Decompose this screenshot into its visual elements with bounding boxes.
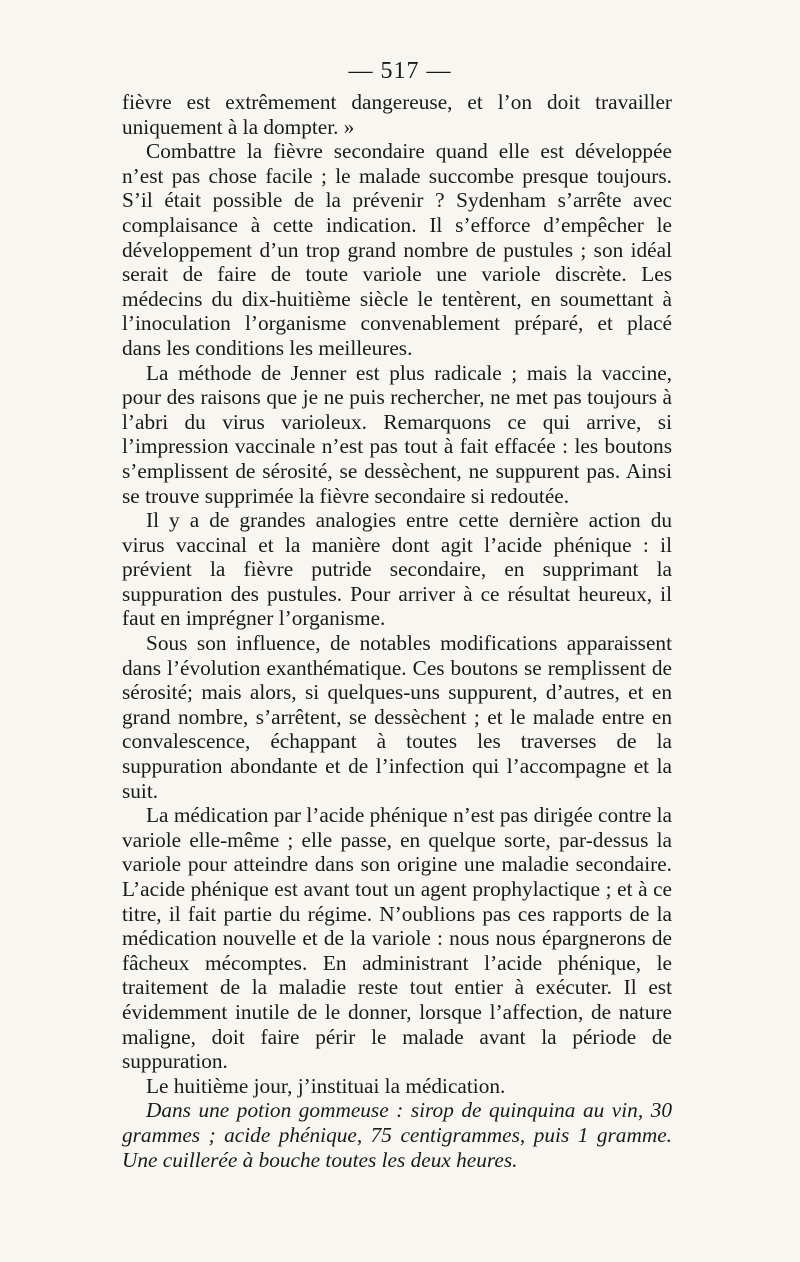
- page-number: — 517 —: [348, 58, 452, 84]
- prescription-paragraph: Dans une potion gommeuse : sirop de quinquina au vin, 30 grammes ; acide phénique, 75 centigrammes, puis 1 gramme. Une cuillerée à bouche toutes les deux heures.: [122, 1098, 672, 1172]
- paragraph-6: La médication par l’acide phénique n’est pas dirigée contre la variole elle-même ; elle passe, en quelque sorte, par-dessus la variole pour atteindre dans son origine une maladie secondaire. L’acide phénique est avant tout un agent prophylactique ; et à ce titre, il fait partie du régime. N’oublions pas ces rapports de la médication nouvelle et de la variole : nous nous épargnerons de fâcheux mécomptes. En administrant l’acide phénique, le traitement de la maladie reste tout entier à exécuter. Il est évidemment inutile de le donner, lorsque l’affection, de nature maligne, doit faire périr le malade avant la période de suppuration.: [122, 803, 672, 1074]
- paragraph-1: fièvre est extrêmement dangereuse, et l’on doit travailler uniquement à la dompter. »: [122, 90, 672, 139]
- paragraph-4: Il y a de grandes analogies entre cette dernière action du virus vaccinal et la manière dont agit l’acide phénique : il prévient la fièvre putride secondaire, en supprimant la suppuration des pustules. Pour arriver à ce résultat heureux, il faut en imprégner l’organisme.: [122, 508, 672, 631]
- paragraph-5: Sous son influence, de notables modifications apparaissent dans l’évolution exanthématique. Ces boutons se remplissent de sérosité; mais alors, si quelques-uns suppurent, d’autres, et en grand nombre, s’arrêtent, se dessèchent ; et le malade entre en convalescence, échappant à toutes les traverses de la suppuration abondante et de l’infection qui l’accompagne et la suit.: [122, 631, 672, 803]
- paragraph-3: La méthode de Jenner est plus radicale ; mais la vaccine, pour des raisons que je ne puis rechercher, ne met pas toujours à l’abri du virus varioleux. Remarquons ce qui arrive, si l’impression vaccinale n’est pas tout à fait effacée : les boutons s’emplissent de sérosité, se dessèchent, ne suppurent pas. Ainsi se trouve supprimée la fièvre secondaire si redoutée.: [122, 360, 672, 508]
- paragraph-2: Combattre la fièvre secondaire quand elle est développée n’est pas chose facile ; le malade succombe presque toujours. S’il était possible de la prévenir ? Sydenham s’arrête avec complaisance à cette indication. Il s’efforce d’empêcher le développement d’un trop grand nombre de pustules ; son idéal serait de faire de toute variole une variole discrète. Les médecins du dix-huitième siècle le tentèrent, en soumettant à l’inoculation l’organisme convenablement préparé, et placé dans les conditions les meilleures.: [122, 139, 672, 360]
- paragraph-7: Le huitième jour, j’instituai la médication.: [146, 1073, 506, 1098]
- body-text: [122, 90, 672, 1172]
